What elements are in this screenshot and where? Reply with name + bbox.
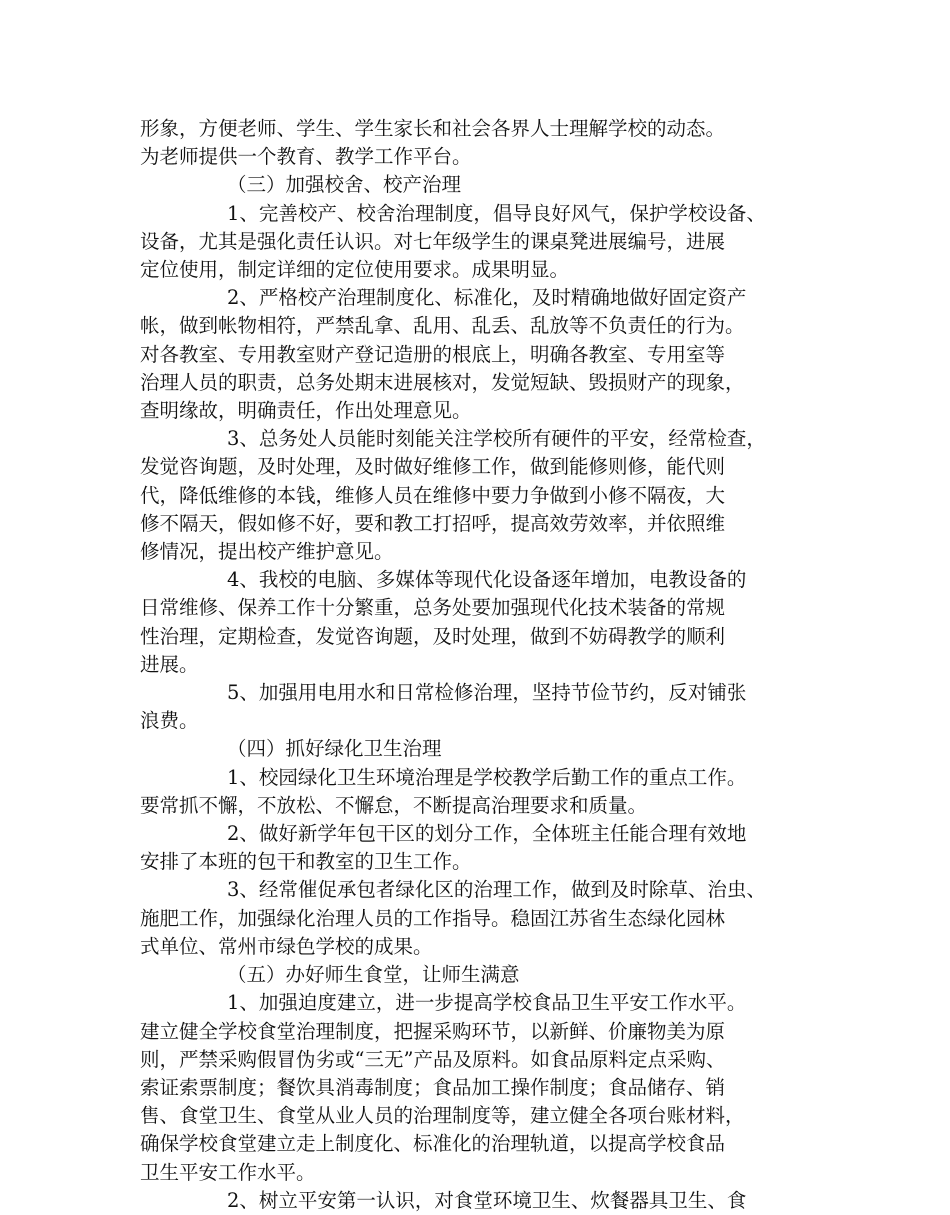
text-line: 修不隔天，假如修不好，要和教工打招呼，提高效劳效率，并依照维 xyxy=(140,511,726,535)
text-line: 性治理，定期检查，发觉咨询题，及时处理，做到不妨碍教学的顺利 xyxy=(140,624,726,648)
text-line: 定位使用，制定详细的定位使用要求。成果明显。 xyxy=(140,258,570,282)
text-line: 2、树立平安第一认识，对食堂环境卫生、炊餐器具卫生、食 xyxy=(227,1188,747,1212)
text-line: 修情况，提出校产维护意见。 xyxy=(140,540,394,564)
section-heading: （四）抓好绿化卫生治理 xyxy=(227,737,442,761)
text-line: 4、我校的电脑、多媒体等现代化设备逐年增加，电教设备的 xyxy=(227,568,747,592)
text-line: 建立健全学校食堂治理制度，把握采购环节，以新鲜、价廉物美为原 xyxy=(140,1019,726,1043)
text-line: 1、加强迫度建立，进一步提高学校食品卫生平安工作水平。 xyxy=(227,991,747,1015)
text-line: 5、加强用电用水和日常检修治理，坚持节俭节约，反对铺张 xyxy=(227,681,747,705)
text-line: 3、经常催促承包者绿化区的治理工作，做到及时除草、治虫、 xyxy=(227,878,766,902)
text-line: 设备，尤其是强化责任认识。对七年级学生的课桌凳进展编号，进展 xyxy=(140,229,726,253)
text-line: 卫生平安工作水平。 xyxy=(140,1160,316,1184)
text-line: 售、食堂卫生、食堂从业人员的治理制度等，建立健全各项台账材料， xyxy=(140,1104,745,1128)
text-line: 施肥工作，加强绿化治理人员的工作指导。稳固江苏省生态绿化园林 xyxy=(140,906,726,930)
text-line: 则，严禁采购假冒伪劣或“三无”产品及原料。如食品原料定点采购、 xyxy=(140,1047,726,1071)
text-line: 形象，方便老师、学生、学生家长和社会各界人士理解学校的动态。 xyxy=(140,117,726,140)
text-line: 代，降低维修的本钱，维修人员在维修中要力争做到小修不隔夜，大 xyxy=(140,483,726,507)
text-line: 发觉咨询题，及时处理，及时做好维修工作，做到能修则修，能代则 xyxy=(140,455,726,479)
text-line: 查明缘故，明确责任，作出处理意见。 xyxy=(140,399,472,423)
text-line: 帐，做到帐物相符，严禁乱拿、乱用、乱丢、乱放等不负责任的行为。 xyxy=(140,314,745,338)
text-line: 2、做好新学年包干区的划分工作，全体班主任能合理有效地 xyxy=(227,822,747,846)
text-line: 确保学校食堂建立走上制度化、标准化的治理轨道，以提高学校食品 xyxy=(140,1132,726,1156)
section-heading: （五）办好师生食堂，让师生满意 xyxy=(227,963,520,987)
text-line: 1、校园绿化卫生环境治理是学校教学后勤工作的重点工作。 xyxy=(227,765,747,789)
text-line: 日常维修、保养工作十分繁重，总务处要加强现代化技术装备的常规 xyxy=(140,596,726,620)
text-line: 3、总务处人员能时刻能关注学校所有硬件的平安，经常检查， xyxy=(227,427,766,451)
section-heading: （三）加强校舍、校产治理 xyxy=(227,173,462,197)
text-line: 2、严格校产治理制度化、标准化，及时精确地做好固定资产 xyxy=(227,286,747,310)
text-line: 1、完善校产、校舍治理制度，倡导良好风气，保护学校设备、 xyxy=(227,201,766,225)
text-line: 治理人员的职责，总务处期末进展核对，发觉短缺、毁损财产的现象， xyxy=(140,370,745,394)
text-line: 安排了本班的包干和教室的卫生工作。 xyxy=(140,850,472,874)
text-line: 式单位、常州市绿色学校的成果。 xyxy=(140,934,433,958)
text-line: 为老师提供一个教育、教学工作平台。 xyxy=(140,145,472,169)
document-page xyxy=(140,115,820,1215)
text-line: 要常抓不懈，不放松、不懈怠，不断提高治理要求和质量。 xyxy=(140,793,648,817)
text-line: 进展。 xyxy=(140,652,199,676)
text-line: 索证索票制度；餐饮具消毒制度；食品加工操作制度；食品储存、销 xyxy=(140,1075,726,1099)
text-line: 浪费。 xyxy=(140,709,199,733)
text-line: 对各教室、专用教室财产登记造册的根底上，明确各教室、专用室等 xyxy=(140,342,726,366)
